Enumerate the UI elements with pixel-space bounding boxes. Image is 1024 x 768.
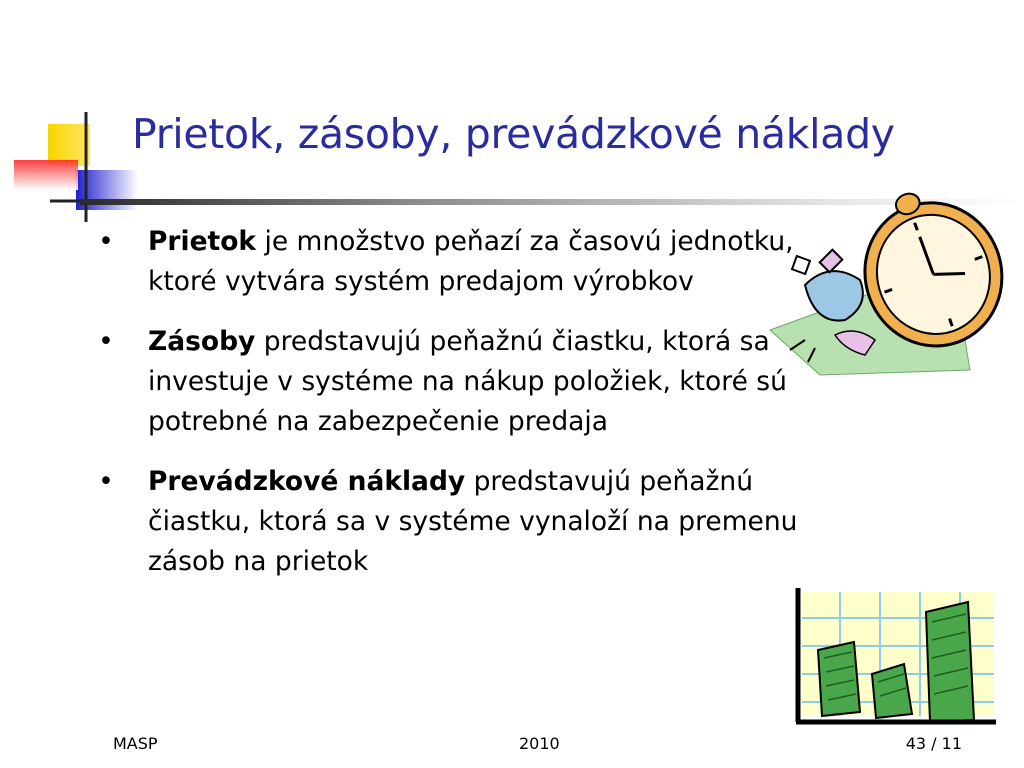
bullet-marker: •: [98, 326, 114, 357]
bullet-term: Prietok: [148, 226, 257, 257]
bullet-marker: •: [98, 226, 114, 257]
footer-left: MASP: [113, 734, 158, 753]
money-bar-chart-icon: [790, 588, 1000, 733]
bullet-term: Zásoby: [148, 326, 256, 357]
slide-title: Prietok, zásoby, prevádzkové náklady: [132, 110, 895, 158]
bullet-item: [96, 462, 816, 582]
bullet-text: predstavujú peňažnú čiastku, ktorá sa investuje v systéme na nákup položiek, ktoré sú potrebné na zabezpečenie predaja: [148, 326, 787, 437]
footer-center: 2010: [519, 734, 560, 753]
bullet-item: [96, 322, 816, 442]
flying-clock-icon: [760, 180, 1020, 390]
bullet-term: Prevádzkové náklady: [148, 466, 466, 497]
bullet-text: predstavujú peňažnú čiastku, ktorá sa v systéme vynaloží na premenu zásob na prietok: [148, 466, 798, 577]
bullet-text: je množstvo peňazí za časovú jednotku, ktoré vytvára systém predajom výrobkov: [148, 226, 794, 297]
bullet-marker: •: [98, 466, 114, 497]
footer-right: 43 / 11: [905, 734, 962, 753]
bullet-list: [96, 222, 816, 602]
bullet-item: [96, 222, 816, 302]
